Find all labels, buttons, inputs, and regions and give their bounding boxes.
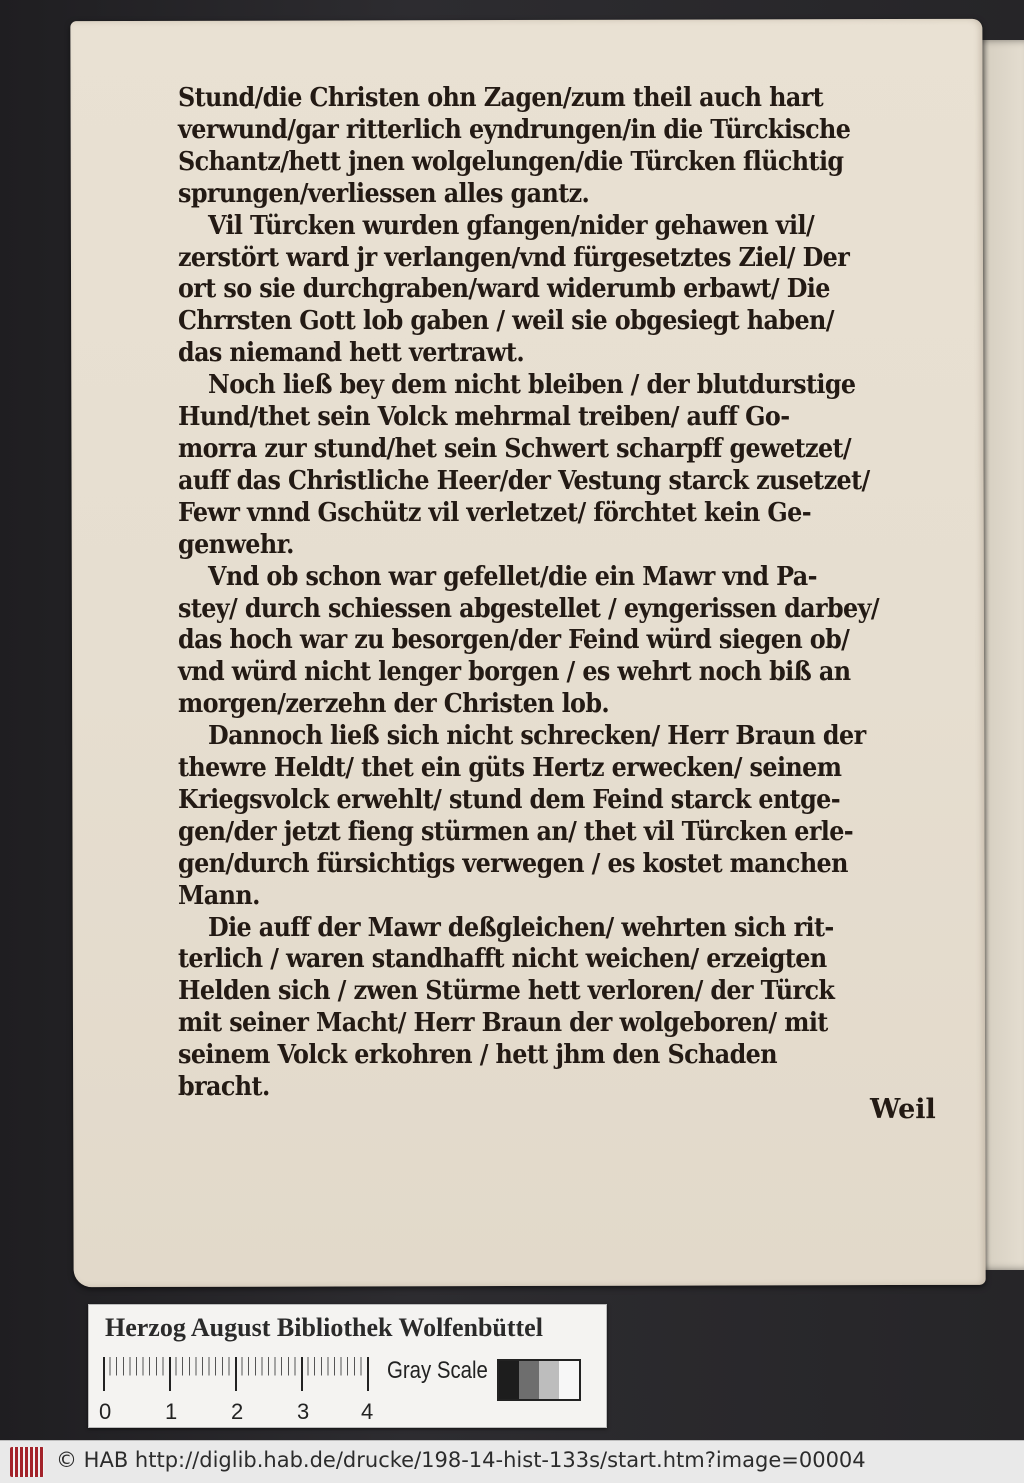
scale-number: 3 (297, 1399, 310, 1424)
text-line: sprungen/verliessen alles gantz. (178, 177, 590, 209)
text-line: gen/der jetzt fieng stürmen an/ thet vil Türcken erle- (178, 815, 854, 847)
text-line: thewre Heldt/ thet ein güts Hertz erwecken/ seinem (178, 752, 842, 784)
text-line: seinem Volck erkohren / hett jhm den Schaden (178, 1039, 777, 1071)
text-line: bracht. (178, 1071, 270, 1103)
gray-swatch (519, 1361, 539, 1399)
text-line: vnd würd nicht lenger borgen / es wehrt noch biß an (178, 656, 851, 688)
color-calibration-card (88, 1304, 607, 1428)
text-line: zerstört ward jr verlangen/vnd fürgesetztes Ziel/ Der (178, 241, 850, 273)
text-line: Hund/thet sein Volck mehrmal treiben/ auff Go- (178, 401, 790, 433)
scale-number: 1 (165, 1399, 178, 1424)
gray-scale-label: Gray Scale (387, 1357, 488, 1384)
gray-swatch (559, 1361, 579, 1399)
text-line: Kriegsvolck erwehlt/ stund dem Feind starck entge- (178, 783, 841, 815)
gray-swatch (499, 1361, 519, 1399)
text-line: auff das Christliche Heer/der Vestung starck zusetzet/ (178, 464, 870, 496)
text-line: verwund/gar ritterlich eyndrungen/in die Türckische (178, 113, 851, 145)
text-line: Fewr vnnd Gschütz vil verletzet/ förchtet kein Ge- (178, 496, 812, 528)
text-line: morra zur stund/het sein Schwert scharpff gewetzet/ (178, 432, 852, 464)
footer-bar (0, 1440, 1024, 1483)
scale-ruler-major (103, 1357, 369, 1391)
text-line: ort so sie durchgraben/ward widerumb erbawt/ Die (178, 273, 830, 305)
scale-number: 4 (361, 1399, 374, 1424)
catchword: Weil (870, 1094, 936, 1125)
hab-logo-icon (10, 1447, 44, 1477)
text-line: morgen/zerzehn der Christen lob. (178, 688, 610, 720)
text-line: gen/durch fürsichtigs verwegen / es kostet manchen (178, 847, 848, 879)
text-line: Mann. (178, 879, 260, 911)
text-line: mit seiner Macht/ Herr Braun der wolgeboren/ mit (178, 1007, 828, 1039)
text-line: Vil Türcken wurden gfangen/nider gehawen vil/ (208, 209, 815, 241)
scale-number: 2 (231, 1399, 244, 1424)
text-line: das hoch war zu besorgen/der Feind würd siegen ob/ (178, 624, 850, 656)
text-line: genwehr. (178, 528, 294, 560)
library-name: Herzog August Bibliothek Wolfenbüttel (105, 1313, 543, 1342)
text-line: Noch ließ bey dem nicht bleiben / der blutdurstige (208, 369, 856, 401)
text-line: terlich / waren standhafft nicht weichen/ erzeigten (178, 943, 827, 975)
scale-number: 0 (99, 1399, 112, 1424)
gray-scale-swatches (497, 1359, 581, 1401)
text-line: das niemand hett vertrawt. (178, 337, 525, 369)
text-line: Stund/die Christen ohn Zagen/zum theil auch hart (178, 82, 824, 113)
page-text (178, 82, 948, 1103)
footer-copyright-url[interactable]: © HAB http://diglib.hab.de/drucke/198-14-hist-133s/start.htm?image=00004 (56, 1448, 866, 1472)
text-line: stey/ durch schiessen abgestellet / eyngerissen darbey/ (178, 592, 879, 624)
text-line: Dannoch ließ sich nicht schrecken/ Herr Braun der (208, 720, 866, 752)
text-line: Vnd ob schon war gefellet/die ein Mawr vnd Pa- (208, 560, 817, 592)
text-line: Helden sich / zwen Stürme hett verloren/ der Türck (178, 975, 835, 1007)
text-line: Chrrsten Gott lob gaben / weil sie obgesiegt haben/ (178, 305, 834, 337)
text-line: Die auff der Mawr deßgleichen/ wehrten sich rit- (208, 911, 834, 943)
gray-swatch (539, 1361, 559, 1399)
text-line: Schantz/hett jnen wolgelungen/die Türcken flüchtig (178, 145, 844, 177)
